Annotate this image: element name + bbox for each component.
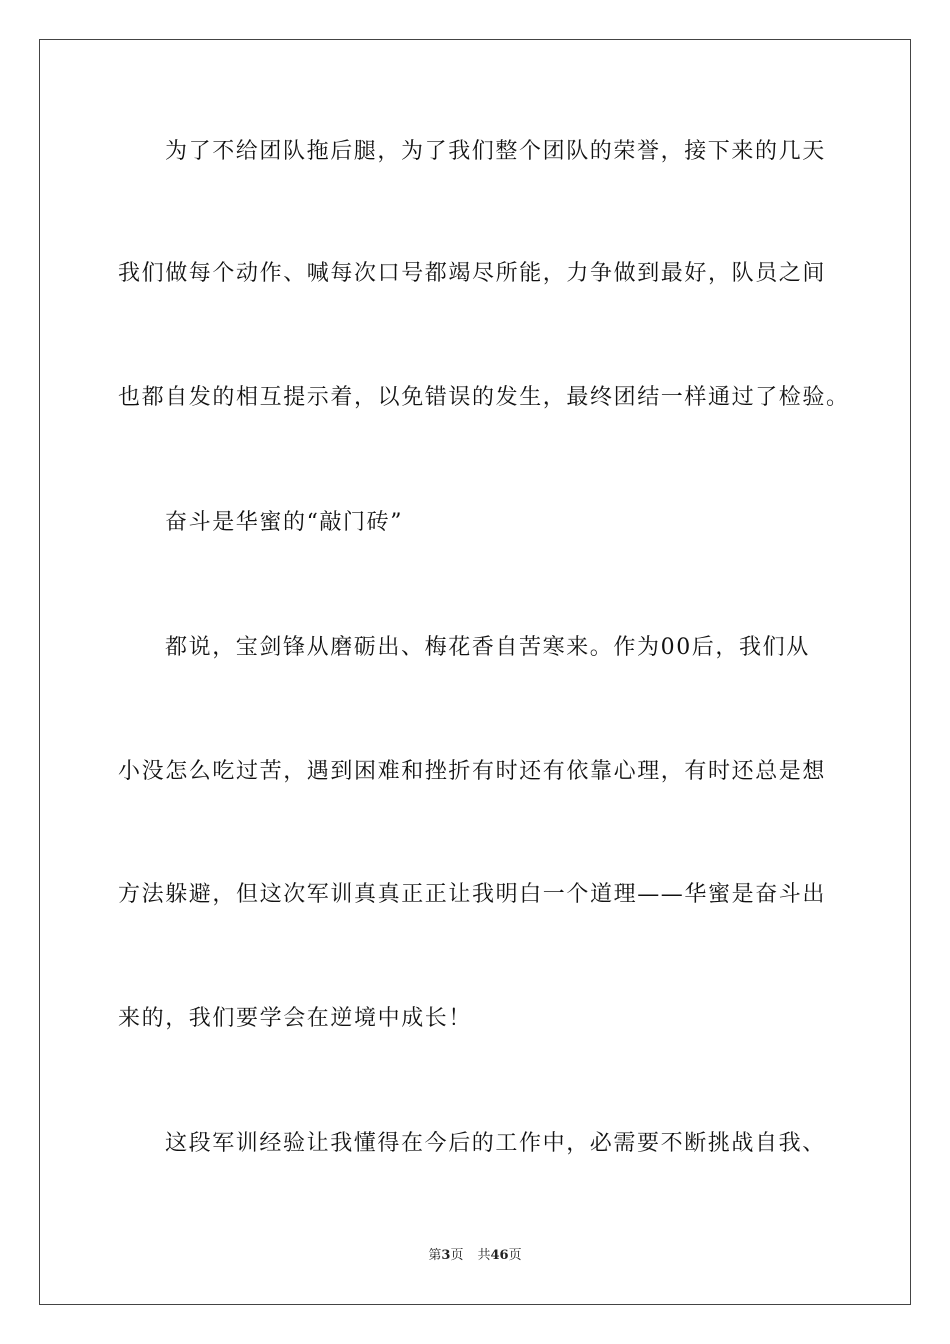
total-page-count: 46 [490, 1248, 509, 1263]
page-prefix: 第 [428, 1248, 442, 1263]
paragraph-line: 为了不给团队拖后腿，为了我们整个团队的荣誉，接下来的几天 [165, 139, 826, 164]
paragraph-line: 我们做每个动作、喊每次口号都竭尽所能，力争做到最好，队员之间 [118, 261, 827, 286]
paragraph-line: 这段军训经验让我懂得在今后的工作中，必需要不断挑战自我、 [165, 1131, 826, 1156]
paragraph-line: 也都自发的相互提示着，以免错误的发生，最终团结一样通过了检验。 [118, 385, 850, 410]
total-suffix: 页 [508, 1248, 522, 1263]
paragraph-line: 小没怎么吃过苦，遇到困难和挫折有时还有依靠心理，有时还总是想 [118, 759, 827, 784]
paragraph-line: 方法躲避，但这次军训真真正正让我明白一个道理——华蜜是奋斗出 [118, 882, 827, 907]
section-heading: 奋斗是华蜜的“敲门砖” [165, 510, 404, 535]
paragraph-line: 来的，我们要学会在逆境中成长！ [118, 1006, 473, 1031]
total-prefix: 共 [477, 1248, 491, 1263]
page-border [39, 39, 911, 1305]
current-page-number: 3 [441, 1248, 451, 1263]
page-footer [0, 1247, 950, 1265]
paragraph-line: 都说，宝剑锋从磨砺出、梅花香自苦寒来。作为00后，我们从 [165, 635, 810, 660]
page-suffix: 页 [450, 1248, 464, 1263]
